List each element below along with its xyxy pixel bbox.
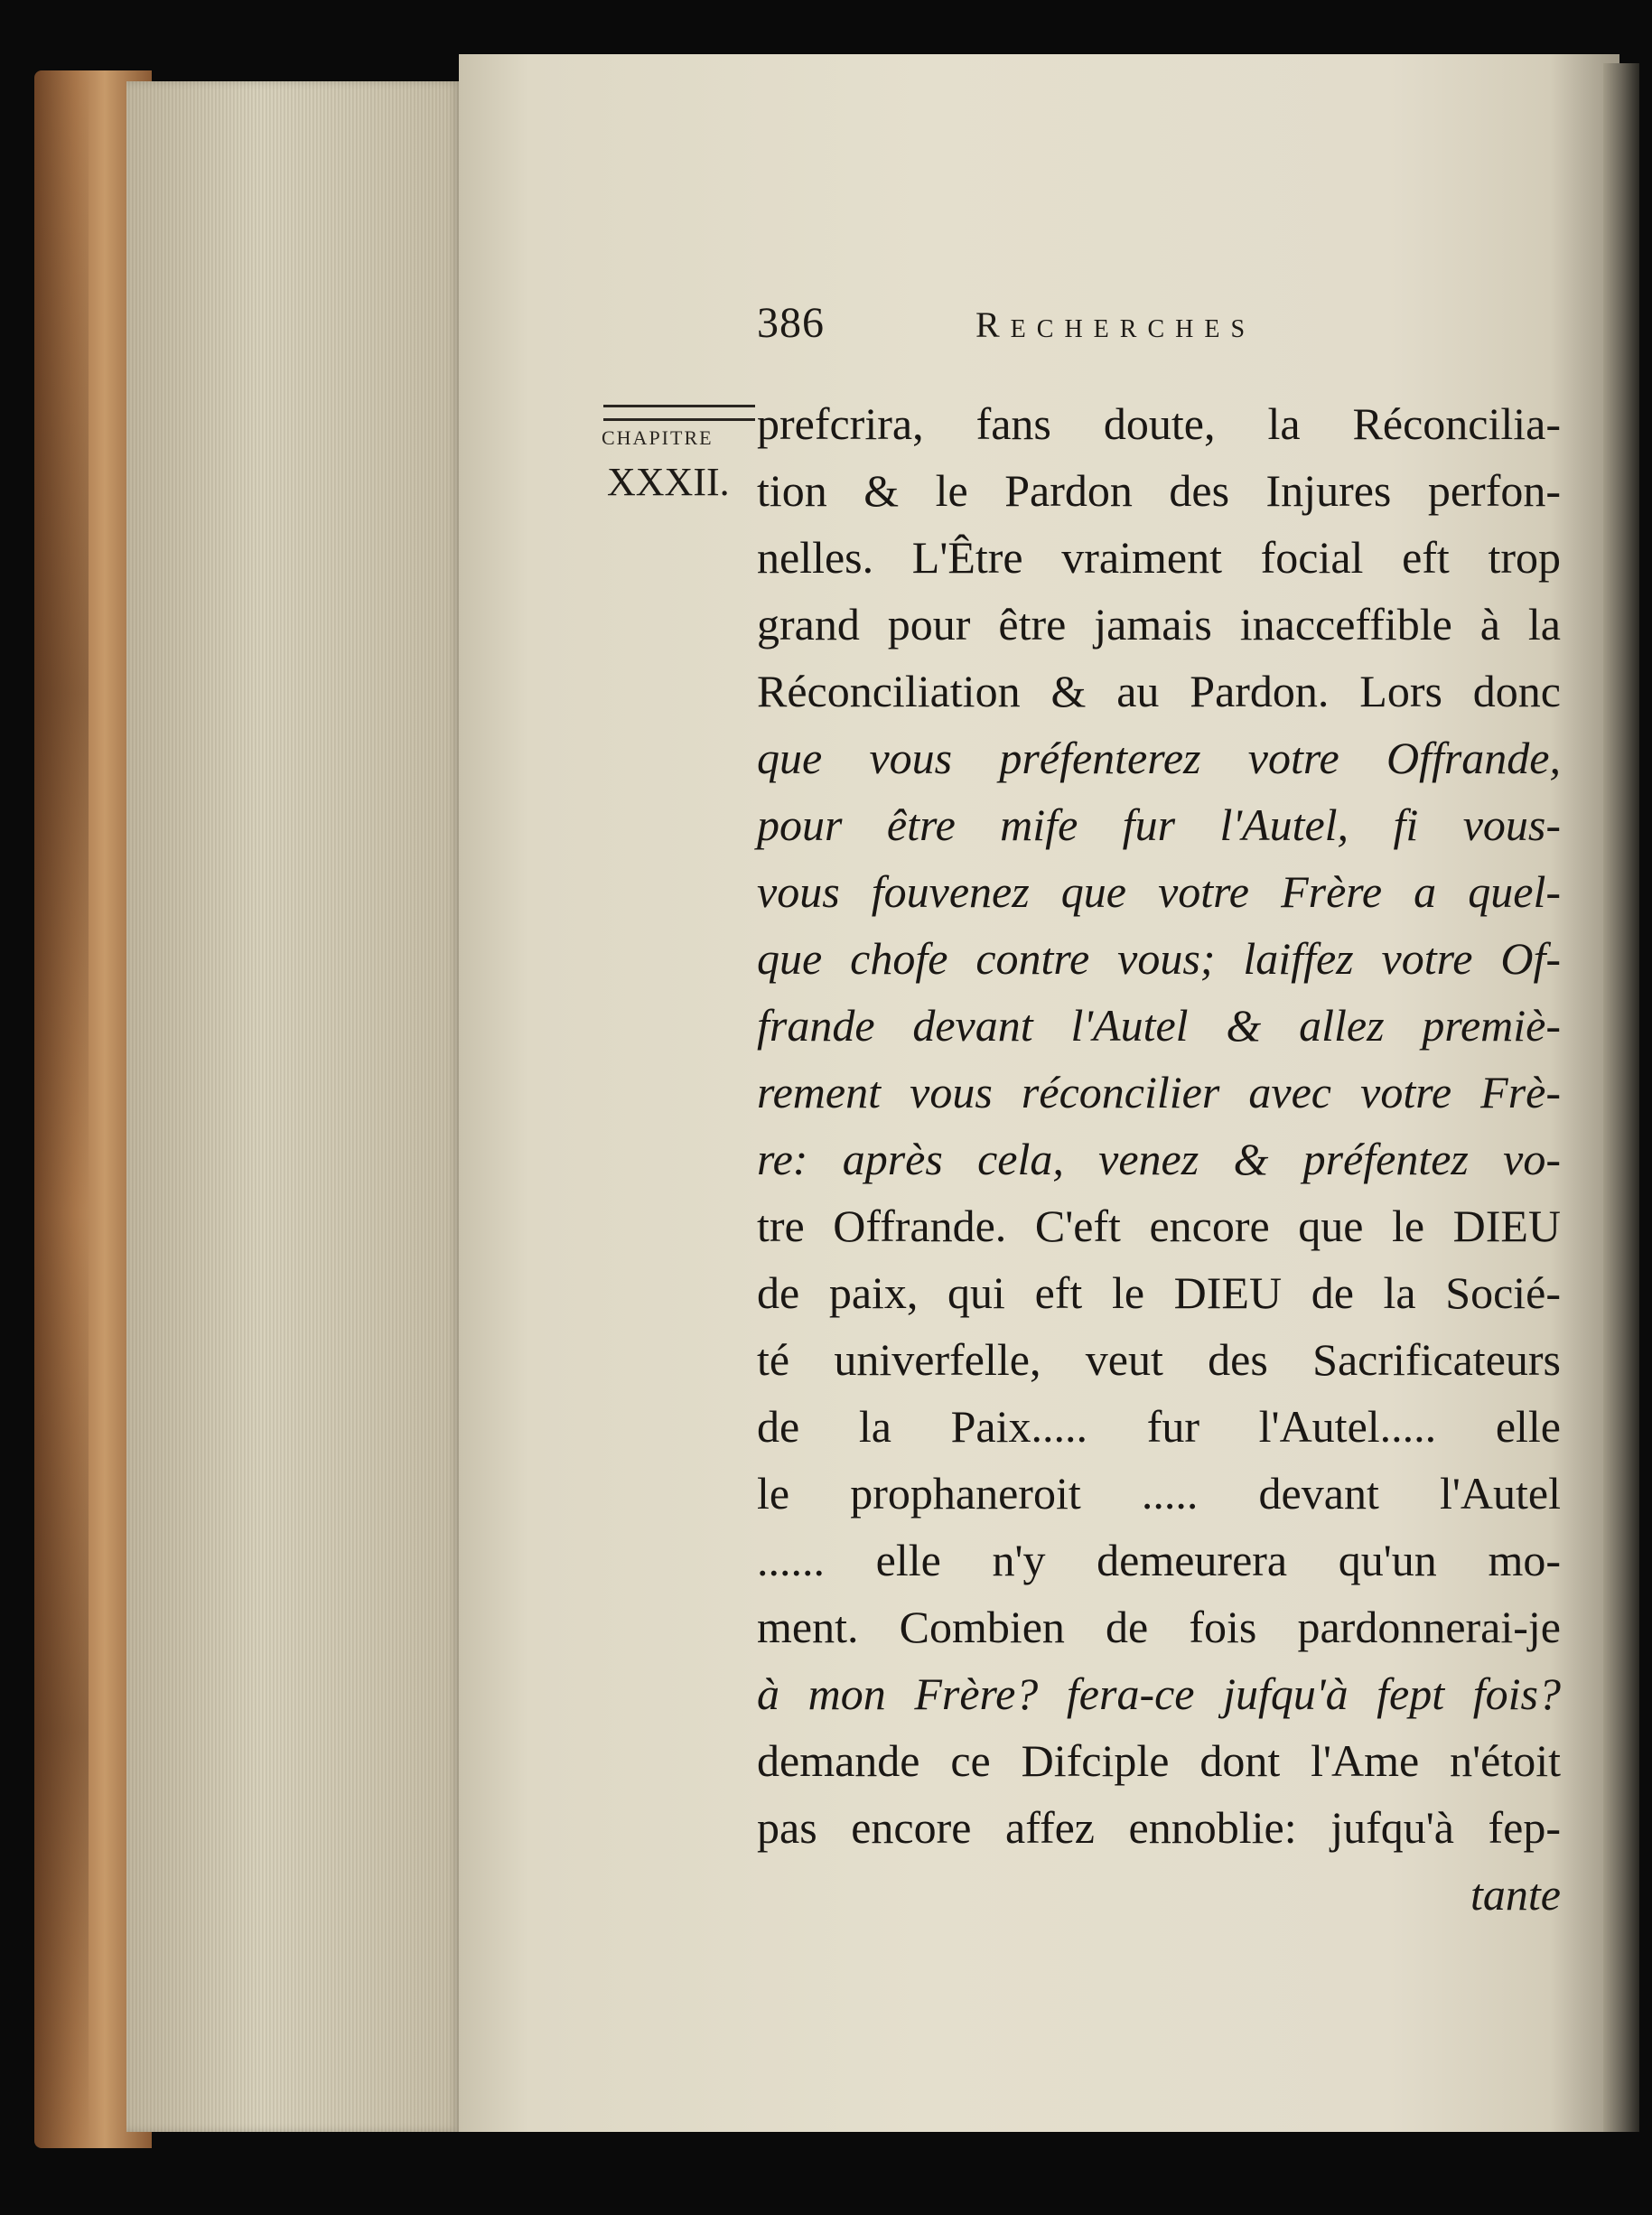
running-head-title: Recherches [975, 304, 1256, 345]
text-line: que chofe contre vous; laiffez votre Of- [757, 933, 1561, 984]
margin-chapter-number: XXXII. [607, 460, 730, 504]
page-number: 386 [757, 299, 825, 347]
text-line: tre Offrande. C'eft encore que le DIEU [757, 1201, 1561, 1251]
text-line: tion & le Pardon des Injures perfon- [757, 465, 1561, 516]
text-line: pas encore affez ennoblie: jufqu'à fep- [757, 1802, 1561, 1853]
text-line: nelles. L'Être vraiment focial eft trop [757, 532, 1561, 583]
text-line: à mon Frère? fera-ce jufqu'à fept fois? [757, 1668, 1561, 1719]
page-edges-shading [126, 81, 461, 2132]
text-line: re: après cela, venez & préfentez vo- [757, 1134, 1561, 1184]
text-line: de la Paix..... fur l'Autel..... elle [757, 1401, 1561, 1452]
text-line: que vous préfenterez votre Offrande, [757, 733, 1561, 783]
book-cover-shading [34, 70, 89, 2148]
page-gutter [1603, 63, 1639, 2132]
margin-chapter-label: CHAPITRE [602, 426, 714, 449]
margin-rule [603, 405, 755, 421]
text-line: demande ce Difciple dont l'Ame n'étoit [757, 1735, 1561, 1786]
body-text [757, 390, 1570, 1928]
text-line: grand pour être jamais inacceffible à la [757, 599, 1561, 650]
text-line: rement vous réconcilier avec votre Frè- [757, 1067, 1561, 1117]
text-line: Réconciliation & au Pardon. Lors donc [757, 666, 1561, 716]
text-line: vous fouvenez que votre Frère a quel- [757, 866, 1561, 917]
text-line: prefcrira, fans doute, la Réconcilia- [757, 398, 1561, 449]
text-line: pour être mife fur l'Autel, fi vous- [757, 799, 1561, 850]
catchword: tante [1470, 1869, 1561, 1920]
text-line: de paix, qui eft le DIEU de la Socié- [757, 1267, 1561, 1318]
text-line: ment. Combien de fois pardonnerai-je [757, 1602, 1561, 1652]
text-line: ...... elle n'y demeurera qu'un mo- [757, 1535, 1561, 1585]
text-line: le prophaneroit ..... devant l'Autel [757, 1468, 1561, 1519]
text-line: frande devant l'Autel & allez premiè- [757, 1000, 1561, 1051]
text-line: té univerfelle, veut des Sacrificateurs [757, 1334, 1561, 1385]
